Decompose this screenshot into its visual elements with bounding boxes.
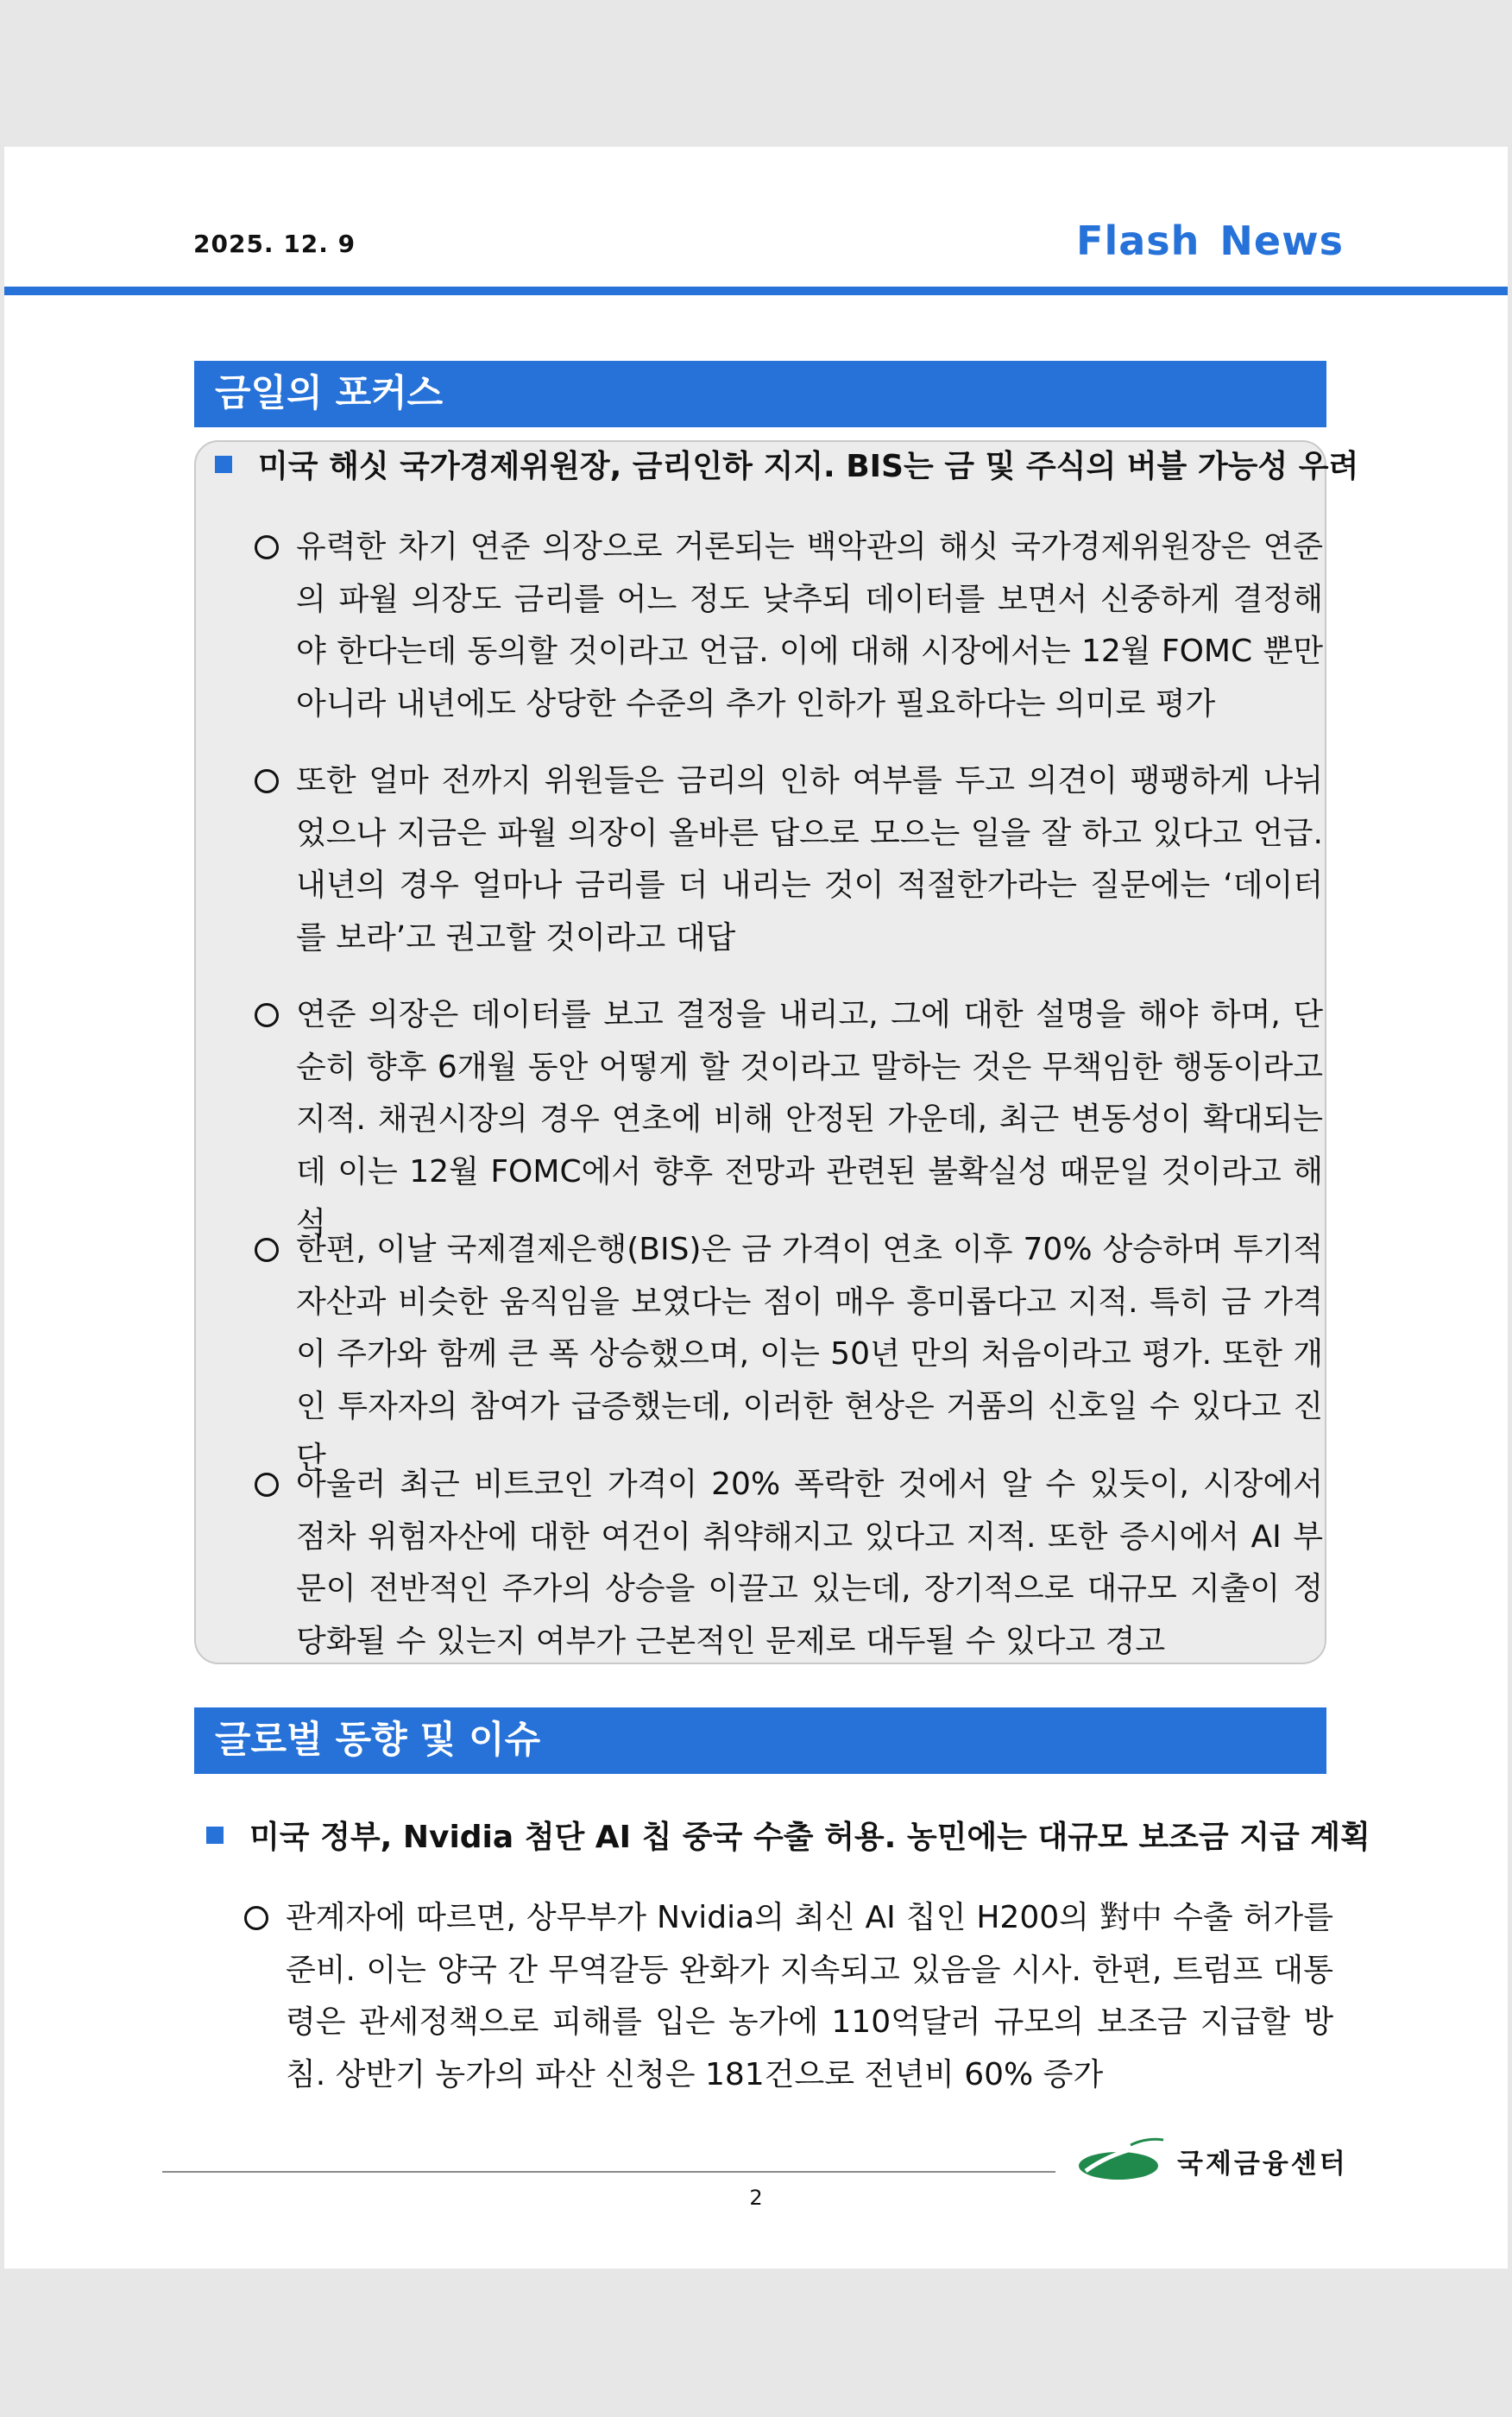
focus-paragraph-4: 한편, 이날 국제결제은행(BIS)은 금 가격이 연초 이후 70% 상승하며 투기적 자산과 비슷한 움직임을 보였다는 점이 매우 흥미롭다고 지적. 특히 금 가격이 주가와 함께 큰 폭 상승했으며, 이는 50년 만의 처음이라고 평가. 또한 개인 투자자의 참여가 급증했는데, 이러한 현상은 거품의 신호일 수 있다고 진단 [296,1224,1323,1486]
global-section-title: 글로벌 동향 및 이슈 [194,1707,1326,1774]
org-name: 국제금융센터 [1177,2148,1348,2180]
square-bullet-icon [206,1827,224,1844]
circle-bullet-icon [244,1906,268,1930]
focus-headline [215,442,1358,486]
square-bullet-icon [215,456,232,473]
org-logo [1077,2136,1348,2185]
focus-paragraph-2: 또한 얼마 전까지 위원들은 금리의 인하 여부를 두고 의견이 팽팽하게 나뉘었으나 지금은 파월 의장이 올바른 답으로 모으는 일을 잘 하고 있다고 언급. 내년의 경우 얼마나 금리를 더 내리는 것이 적절한가라는 질문에는 ‘데이터를 보라’고 권고할 것이라고 대답 [296,755,1323,964]
circle-bullet-icon [255,1238,279,1262]
report-date: 2025. 12. 9 [193,230,356,258]
header-divider [4,287,1508,295]
page-number: 2 [749,2186,763,2210]
focus-headline-text: 미국 해싯 국가경제위원장, 금리인하 지지. BIS는 금 및 주식의 버블 가능성 우려 [258,449,1359,484]
global-headline-text: 미국 정부, Nvidia 첨단 AI 칩 중국 수출 허용. 농민에는 대규모 보조금 지급 계획 [249,1820,1370,1855]
document-page [4,147,1508,2269]
circle-bullet-icon [255,769,279,793]
global-headline [206,1813,1370,1857]
focus-section-title: 금일의 포커스 [194,361,1326,427]
focus-paragraph-1: 유력한 차기 연준 의장으로 거론되는 백악관의 해싯 국가경제위원장은 연준의 파월 의장도 금리를 어느 정도 낮추되 데이터를 보면서 신중하게 결정해야 한다는데 동의할 것이라고 언급. 이에 대해 시장에서는 12월 FOMC 뿐만 아니라 내년에도 상당한 수준의 추가 인하가 필요하다는 의미로 평가 [296,521,1323,730]
focus-paragraph-3: 연준 의장은 데이터를 보고 결정을 내리고, 그에 대한 설명을 해야 하며, 단순히 향후 6개월 동안 어떻게 할 것이라고 말하는 것은 무책임한 행동이라고 지적. 채권시장의 경우 연초에 비해 안정된 가운데, 최근 변동성이 확대되는데 이는 12월 FOMC에서 향후 전망과 관련된 불확실성 때문일 것이라고 해석 [296,989,1323,1251]
kcif-leaf-logo-icon [1077,2136,1167,2185]
circle-bullet-icon [255,1003,279,1027]
focus-paragraph-5: 아울러 최근 비트코인 가격이 20% 폭락한 것에서 알 수 있듯이, 시장에서 점차 위험자산에 대한 여건이 취약해지고 있다고 지적. 또한 증시에서 AI 부문이 전반적인 주가의 상승을 이끌고 있는데, 장기적으로 대규모 지출이 정당화될 수 있는지 여부가 근본적인 문제로 대두될 수 있다고 경고 [296,1459,1323,1668]
circle-bullet-icon [255,535,279,559]
circle-bullet-icon [255,1473,279,1497]
global-paragraph-1: 관계자에 따르면, 상무부가 Nvidia의 최신 AI 칩인 H200의 對中 수출 허가를 준비. 이는 양국 간 무역갈등 완화가 지속되고 있음을 시사. 한편, 트럼프 대통령은 관세정책으로 피해를 입은 농가에 110억달러 규모의 보조금 지급할 방침. 상반기 농가의 파산 신청은 181건으로 전년비 60% 증가 [286,1892,1333,2101]
footer-divider [162,2171,1055,2173]
publication-title: Flash News [1076,218,1344,264]
